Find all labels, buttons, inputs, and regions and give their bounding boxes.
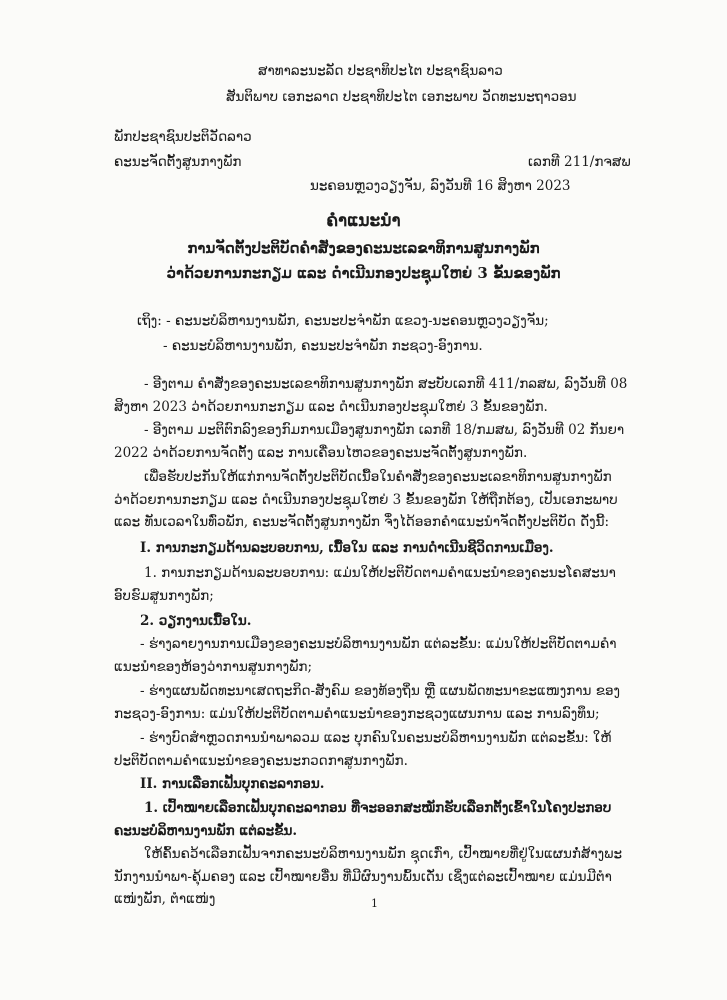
section-2-heading: II. ການເລືອກເຟັ້ນບຸກຄະລາກອນ.	[140, 776, 325, 792]
section-1-heading: I. ການກະກຽມດ້ານລະບອບການ, ເນື້ອໃນ ແລະ ການດໍາເນີນຊີວິດການເມືອງ.	[140, 540, 554, 556]
document-subtitle-2: ວ່າດ້ວຍການກະກຽມ ແລະ ດໍາເນີນກອງປະຊຸມໃຫຍ່ 3 ຂັ້ນຂອງພັກ	[166, 264, 561, 282]
state-title: ສາທາລະນະລັດ ປະຊາທິປະໄຕ ປະຊາຊົນລາວ	[258, 63, 503, 79]
section-1-item-1: 1. ການກະກຽມດ້ານລະບອບການ: ແມ່ນໃຫ້ປະຕິບັດຕາມຄໍາແນະນໍາຂອງຄະນະໂຄສະນາອົບຮົມສູນກາງພັກ;	[114, 565, 616, 604]
state-motto: ສັນຕິພາບ ເອກະລາດ ປະຊາທິປະໄຕ ເອກະພາບ ວັດທະນະຖາວອນ	[226, 89, 577, 105]
issuer-org: ພັກປະຊາຊົນປະຕິວັດລາວ	[114, 129, 252, 145]
addressee-line-2: - ຄະນະບໍລິຫານງານພັກ, ຄະນະປະຈໍາພັກ ກະຊວງ-ອົງການ.	[163, 338, 483, 354]
document-title: ຄໍາແນະນໍາ	[326, 211, 401, 231]
bullet-political-report: - ຮ່າງລາຍງານການເມືອງຂອງຄະນະບໍລິຫານງານພັກ ແຕ່ລະຂັ້ນ: ແມ່ນໃຫ້ປະຕິບັດຕາມຄໍາແນະນໍາຂອງຫ້ອງວ່າການສູນກາງພັກ;	[114, 636, 617, 675]
document-number: ເລກທີ 211/ກຈສພ	[528, 154, 631, 170]
page-number: 1	[371, 897, 378, 910]
document-subtitle-1: ການຈັດຕັ້ງປະຕິບັດຄໍາສັ່ງຂອງຄະນະເລຂາທິການສູນກາງພັກ	[187, 239, 540, 257]
document-date: ນະຄອນຫຼວງວຽງຈັນ, ລົງວັນທີ 16 ສິງຫາ 2023	[310, 178, 571, 194]
reference-2: - ອີງຕາມ ມະຕິຕົກລົງຂອງກົມການເມືອງສູນກາງພັກ ເລກທີ 18/ກມສພ, ລົງວັນທີ 02 ກັນຍາ 2022 ວ່າດ້ວຍການຈັດຕັ້ງ ແລະ ການເຄື່ອນໄຫວຂອງຄະນະຈັດຕັ້ງສູນກາງພັກ.	[114, 422, 625, 461]
reference-1: - ອີງຕາມ ຄໍາສັ່ງຂອງຄະນະເລຂາທິການສູນກາງພັກ ສະບັບເລກທີ 411/ກລສພ, ລົງວັນທີ 08 ສິງຫາ 2023 ວ່າດ້ວຍການກະກຽມ ແລະ ດໍາເນີນກອງປະຊຸມໃຫຍ່ 3 ຂັ້ນຂອງພັກ.	[114, 376, 628, 415]
bullet-development-plan: - ຮ່າງແຜນພັດທະນາເສດຖະກິດ-ສັງຄົມ ຂອງທ້ອງຖິ່ນ ຫຼື ແຜນພັດທະນາຂະແໜງການ ຂອງກະຊວງ-ອົງການ: ແມ່ນໃຫ້ປະຕິບັດຕາມຄໍາແນະນໍາຂອງກະຊວງແຜນການ ແລະ ການລົງທຶນ;	[114, 683, 621, 722]
section-1-item-2-heading: 2. ວຽກງານເນື້ອໃນ.	[140, 613, 252, 629]
bullet-leadership-review: - ຮ່າງບົດສໍາຫຼວດການນໍາພາລວມ ແລະ ບຸກຄົນໃນຄະນະບໍລິຫານງານພັກ ແຕ່ລະຂັ້ນ: ໃຫ້ປະຕິບັດຕາມຄໍາແນະນໍາຂອງຄະນະກວດກາສູນກາງພັກ.	[114, 730, 612, 769]
addressee-line-1: ເຖິງ: - ຄະນະບໍລິຫານງານພັກ, ຄະນະປະຈໍາພັກ ແຂວງ-ນະຄອນຫຼວງວຽງຈັນ;	[137, 313, 549, 329]
section-2-paragraph: ໃຫ້ຄົ້ນຄວ້າເລືອກເຟັ້ນຈາກຄະນະບໍລິຫານງານພັກ ຊຸດເກົ່າ, ເປົ້າໝາຍທີ່ຢູ່ໃນແຜນກໍ່ສ້າງພະນັກງານນໍາພາ-ຄຸ້ມຄອງ ແລະ ເປົ້າໝາຍອື່ນ ທີ່ມີຜົນງານພົ້ນເດັ່ນ ເຊິ່ງແຕ່ລະເປົ້າໝາຍ ແມ່ນມີຕໍາແໜ່ງພັກ, ຕໍາແໜ່ງ	[114, 846, 622, 907]
issuer-dept: ຄະນະຈັດຕັ້ງສູນກາງພັກ	[114, 154, 242, 170]
intro-paragraph: ເພື່ອຮັບປະກັນໃຫ້ແກ່ການຈັດຕັ້ງປະຕິບັດເນື້ອໃນຄໍາສັ່ງຂອງຄະນະເລຂາທິການສູນກາງພັກ ວ່າດ້ວຍການກະກຽມ ແລະ ດໍາເນີນກອງປະຊຸມໃຫຍ່ 3 ຂັ້ນຂອງພັກ ໃຫ້ຖືກຕ້ອງ, ເປັນເອກະພາບ ແລະ ທັນເວລາໃນທົ່ວພັກ, ຄະນະຈັດຕັ້ງສູນກາງພັກ ຈຶ່ງໄດ້ອອກຄໍາແນະນໍາຈັດຕັ້ງປະຕິບັດ ດັ່ງນີ້:	[114, 469, 618, 530]
section-2-item-1: 1. ເປົ້າໝາຍເລືອກເຟັ້ນບຸກຄະລາກອນ ທີ່ຈະອອກສະໝັກຮັບເລືອກຕັ້ງເຂົ້າໃນໂຄງປະກອບຄະນະບໍລິຫານງານພັກ ແຕ່ລະຂັ້ນ.	[114, 800, 612, 839]
